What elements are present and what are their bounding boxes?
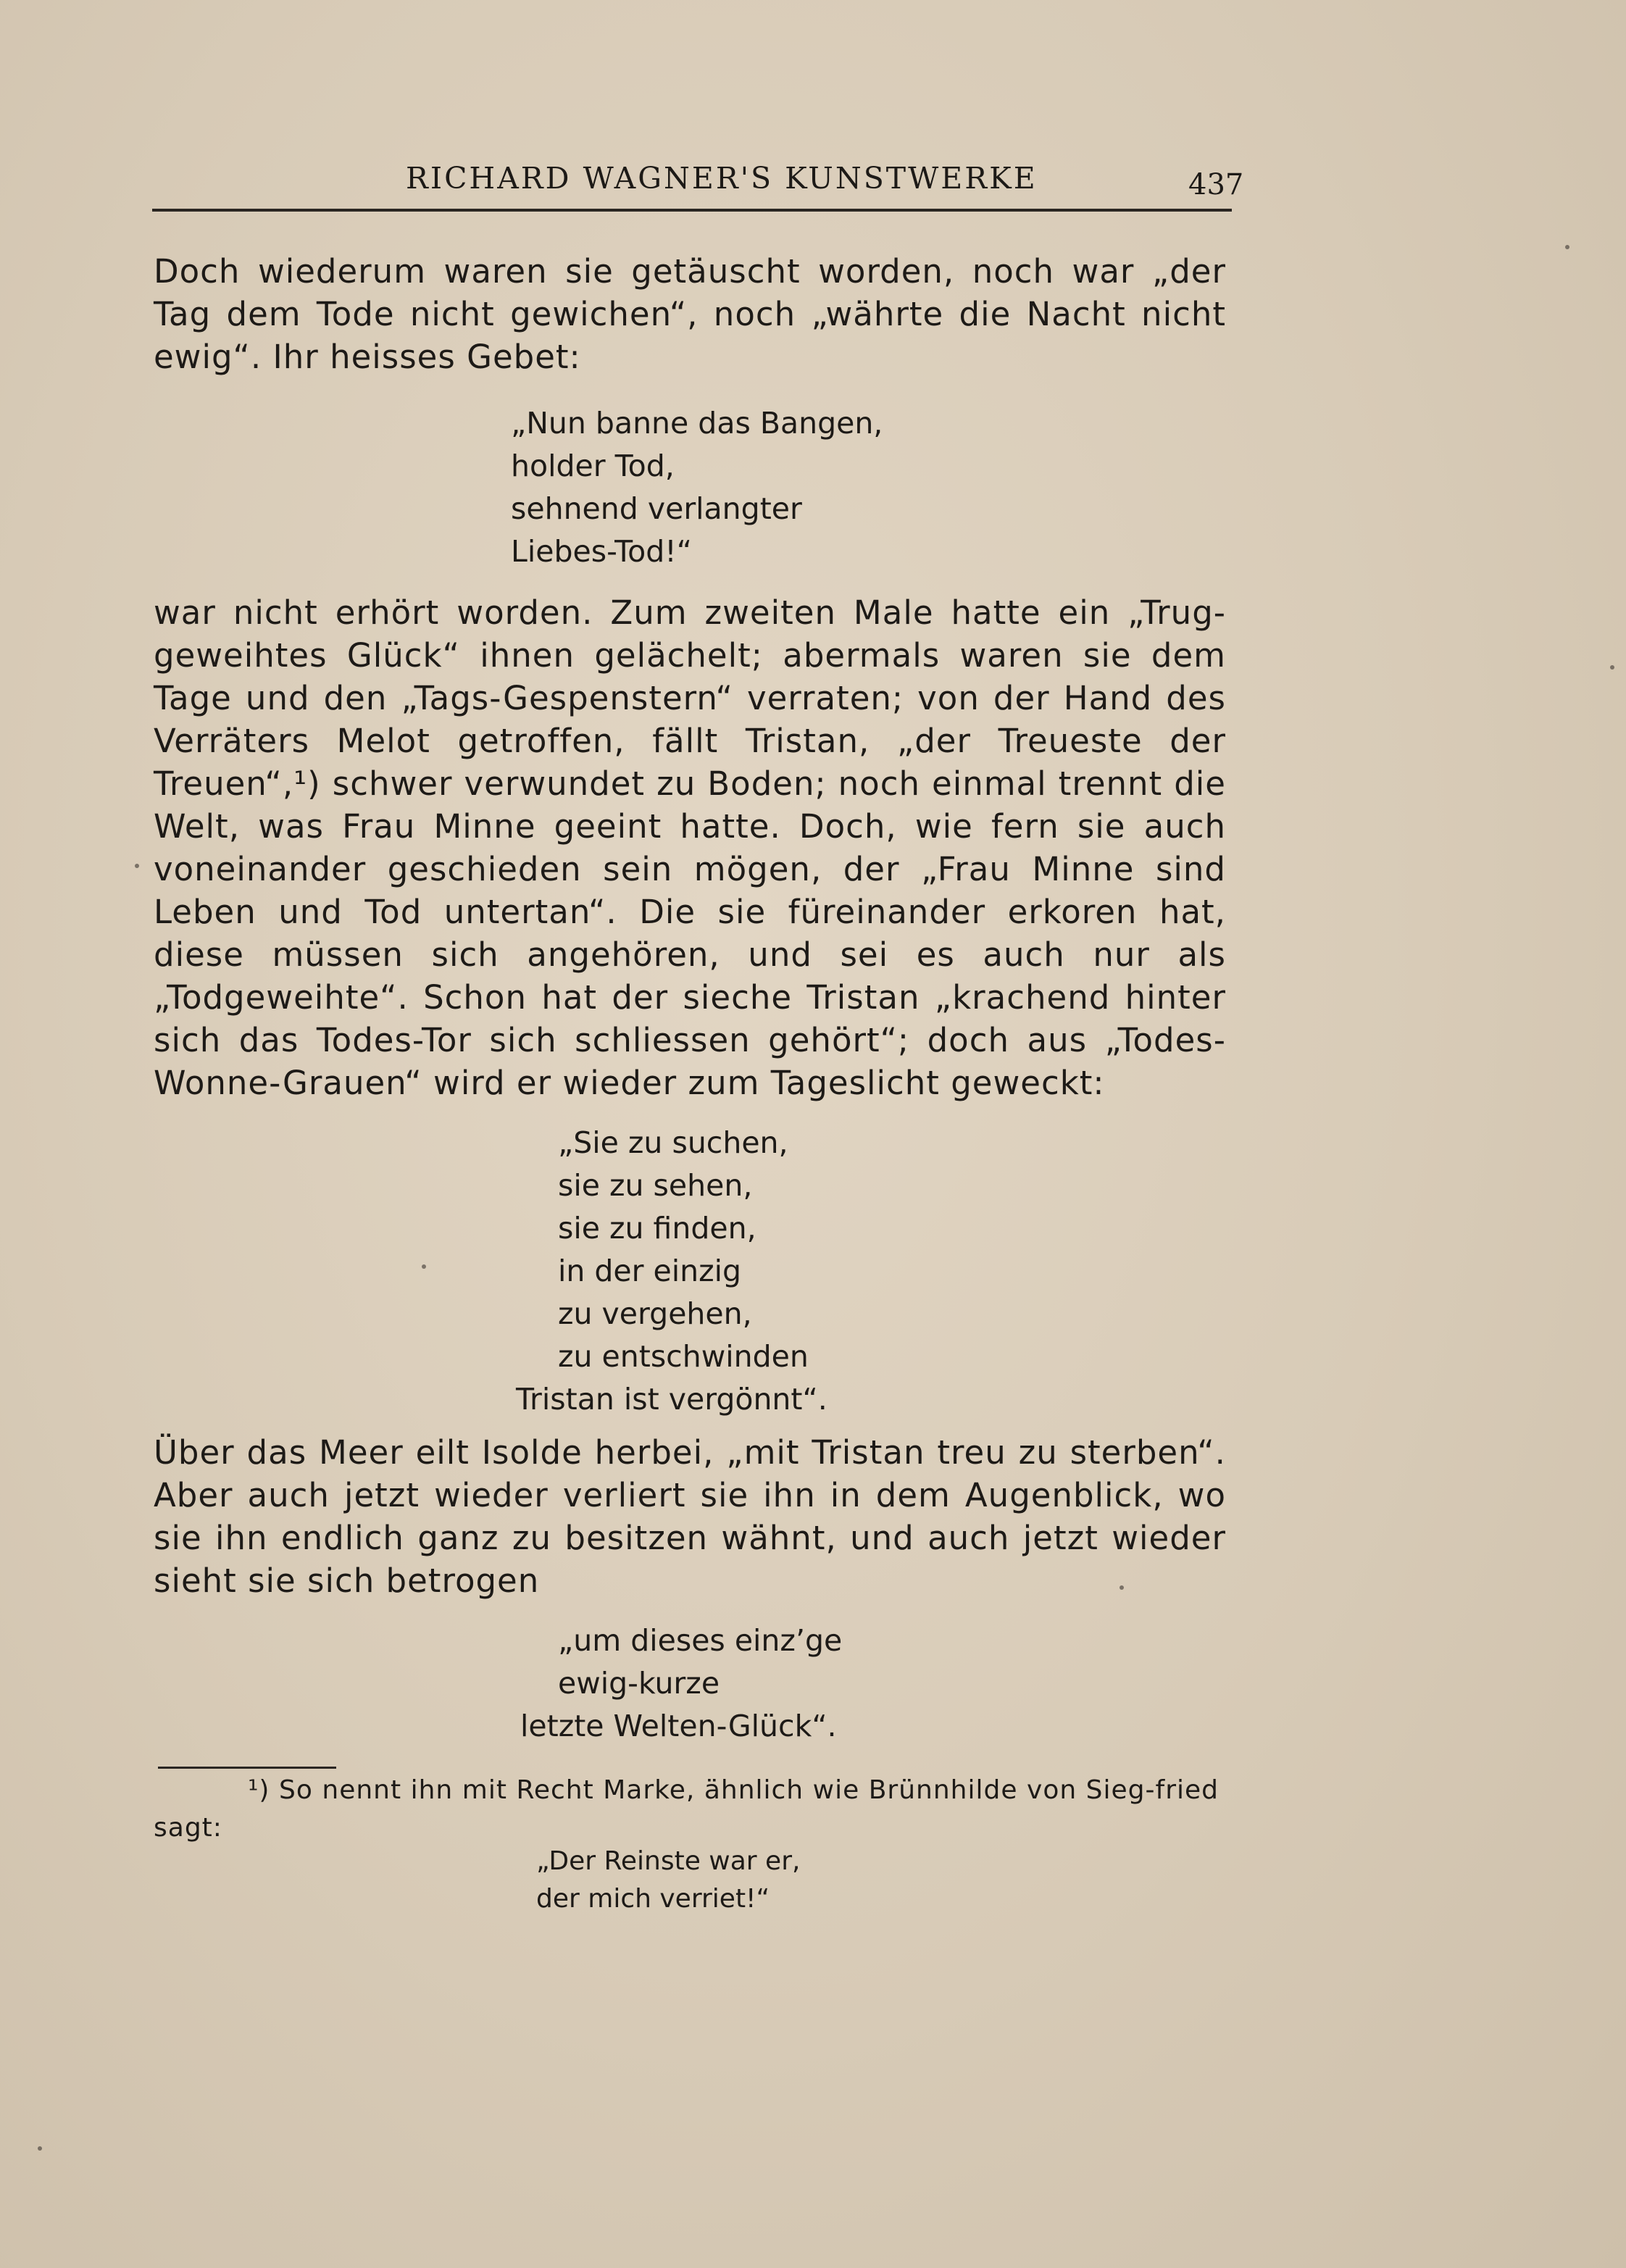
- footnote-block: [154, 1772, 1219, 1847]
- footnote-rule: [158, 1767, 336, 1769]
- verse-1: [511, 402, 883, 573]
- verse-line: „Der Reinste war er,: [536, 1846, 801, 1876]
- verse-line: „um dieses einz’ge: [558, 1623, 843, 1658]
- verse-line: sie zu finden,: [558, 1211, 756, 1246]
- paper-speck: [1610, 665, 1614, 670]
- paragraph-3-block: [154, 1431, 1226, 1602]
- verse-line: Liebes-Tod!“: [511, 534, 692, 569]
- verse-line: zu entschwinden: [558, 1339, 809, 1374]
- paragraph-3: Über das Meer eilt Isolde herbei, „mit Tristan treu zu sterben“. Aber auch jetzt wieder verliert sie ihn in dem Augenblick, wo sie ihn endlich ganz zu besitzen wähnt, und auch jetzt wieder sieht sie sich betrogen: [154, 1433, 1226, 1600]
- paper-speck: [1120, 1585, 1124, 1590]
- verse-line: der mich verriet!“: [536, 1884, 770, 1914]
- paper-speck: [422, 1264, 426, 1269]
- footnote-verse: [536, 1843, 800, 1918]
- running-header: RICHARD WAGNER'S KUNSTWERKE: [406, 161, 1038, 196]
- paragraph-1: Doch wiederum waren sie getäuscht worden, noch war „der Tag dem Tode nicht gewichen“, noch „währte die Nacht nicht ewig“. Ihr heisses Gebet:: [154, 252, 1226, 376]
- verse-line: sehnend verlangter: [511, 491, 802, 526]
- verse-2: [516, 1122, 827, 1421]
- verse-line: in der einzig: [558, 1254, 742, 1288]
- verse-line: letzte Welten-Glück“.: [520, 1709, 837, 1743]
- paper-speck: [1565, 245, 1569, 249]
- verse-line: zu vergehen,: [558, 1296, 752, 1331]
- paper-speck: [38, 2146, 42, 2151]
- header-rule: [152, 209, 1232, 212]
- verse-line: „Sie zu suchen,: [558, 1125, 788, 1160]
- verse-line: Tristan ist vergönnt“.: [516, 1382, 827, 1417]
- verse-line: holder Tod,: [511, 449, 675, 483]
- page-number: 437: [1188, 168, 1244, 201]
- verse-3: [520, 1619, 842, 1748]
- paragraph-1-block: [154, 250, 1226, 378]
- paragraph-2: war nicht erhört worden. Zum zweiten Male hatte ein „Trug-geweihtes Glück“ ihnen gelächelt; abermals waren sie dem Tage und den „Tags-Gespenstern“ verraten; von der Hand des Verräters Melot getroffen, fällt Tristan, „der Treueste der Treuen“,¹) schwer verwundet zu Boden; noch einmal trennt die Welt, was Frau Minne geeint hatte. Doch, wie fern sie auch voneinander geschieden sein mögen, der „Frau Minne sind Leben und Tod untertan“. Die sie füreinander erkoren hat, diese müssen sich angehören, und sei es auch nur als „Todgeweihte“. Schon hat der sieche Tristan „krachend hinter sich das Todes-Tor sich schliessen gehört“; doch aus „Todes-Wonne-Grauen“ wird er wieder zum Tageslicht geweckt:: [154, 593, 1226, 1102]
- paper-speck: [135, 864, 139, 868]
- verse-line: „Nun banne das Bangen,: [511, 406, 883, 441]
- paragraph-2-block: [154, 591, 1226, 1104]
- footnote-text: ¹) So nennt ihn mit Recht Marke, ähnlich wie Brünnhilde von Sieg-fried sagt:: [154, 1775, 1219, 1843]
- verse-line: ewig-kurze: [558, 1666, 720, 1701]
- verse-line: sie zu sehen,: [558, 1168, 753, 1203]
